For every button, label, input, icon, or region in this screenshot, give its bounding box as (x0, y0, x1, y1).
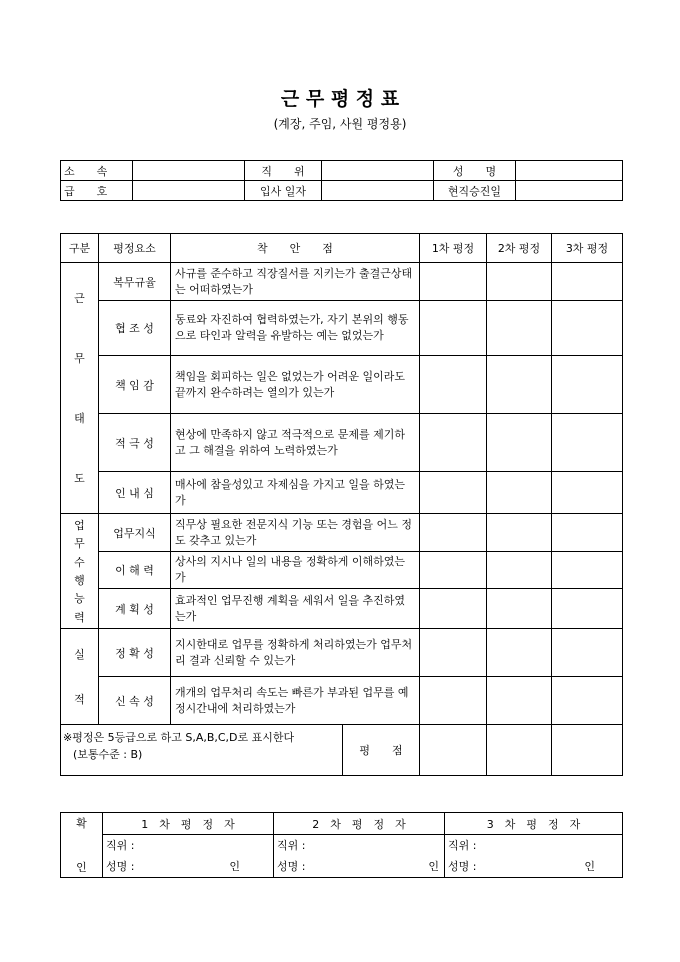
criteria-text: 사규를 준수하고 직장질서를 지키는가 출결근상태는 어떠하였는가 (171, 263, 420, 301)
rating-1-cell[interactable] (420, 263, 487, 301)
promo-date-value[interactable] (516, 181, 623, 201)
element-label: 업무지식 (99, 514, 171, 552)
name-value[interactable] (516, 161, 623, 181)
element-label: 정 확 성 (99, 629, 171, 677)
rating-3-cell[interactable] (552, 514, 623, 552)
criteria-text: 책임을 회피하는 일은 없었는가 어려운 일이라도 끝까지 완수하려는 열의가 있는가 (171, 356, 420, 414)
rating-1-cell[interactable] (420, 301, 487, 356)
rating-1-cell[interactable] (420, 589, 487, 629)
rating-3-cell[interactable] (552, 301, 623, 356)
position-value[interactable] (322, 161, 434, 181)
rating-3-cell[interactable] (552, 472, 623, 514)
grade-value[interactable] (133, 181, 245, 201)
rating-2-cell[interactable] (487, 356, 552, 414)
seal-mark: 인 (584, 860, 595, 874)
rater-2-name[interactable]: 성명 : 인 (274, 856, 445, 878)
rating-2-cell[interactable] (487, 589, 552, 629)
rating-1-cell[interactable] (420, 629, 487, 677)
info-table (60, 160, 623, 201)
element-label: 이 해 력 (99, 552, 171, 589)
header-rating-1: 1차 평정 (420, 234, 487, 263)
rater-3-title: 3 차 평 정 자 (445, 813, 623, 835)
element-label: 계 획 성 (99, 589, 171, 629)
form-subtitle: (계장, 주임, 사원 평정용) (273, 117, 407, 131)
rating-3-cell[interactable] (552, 589, 623, 629)
rating-1-cell[interactable] (420, 514, 487, 552)
rating-3-cell[interactable] (552, 414, 623, 472)
rater-2-title: 2 차 평 정 자 (274, 813, 445, 835)
note-line-2: (보통수준 : B) (73, 748, 143, 761)
rating-1-cell[interactable] (420, 356, 487, 414)
element-label: 협 조 성 (99, 301, 171, 356)
score-2-cell[interactable] (487, 725, 552, 776)
group-ability: 업 무 수 행 능 력 (61, 514, 99, 629)
rating-2-cell[interactable] (487, 552, 552, 589)
rating-1-cell[interactable] (420, 472, 487, 514)
group-performance: 실 적 (61, 629, 99, 725)
rating-3-cell[interactable] (552, 552, 623, 589)
criteria-text: 효과적인 업무진행 계획을 세워서 일을 추진하였는가 (171, 589, 420, 629)
header-criteria: 착 안 점 (171, 234, 420, 263)
header-rating-3: 3차 평정 (552, 234, 623, 263)
dept-value[interactable] (133, 161, 245, 181)
join-date-value[interactable] (322, 181, 434, 201)
rater-1-position[interactable]: 직위 : (103, 835, 274, 856)
rater-1-title: 1 차 평 정 자 (103, 813, 274, 835)
rating-note (61, 725, 420, 776)
rater-2-position[interactable]: 직위 : (274, 835, 445, 856)
grade-label: 급 호 (61, 181, 133, 201)
rating-3-cell[interactable] (552, 677, 623, 725)
seal-mark: 인 (428, 860, 439, 874)
element-label: 신 속 성 (99, 677, 171, 725)
header-category: 구분 (61, 234, 99, 263)
form-title: 근 무 평 정 표 (280, 88, 400, 110)
promo-date-label: 현직승진일 (434, 181, 516, 201)
approval-label: 확 인 (61, 813, 103, 878)
rating-3-cell[interactable] (552, 263, 623, 301)
rating-2-cell[interactable] (487, 629, 552, 677)
rater-3-name[interactable]: 성명 : 인 (445, 856, 623, 878)
rating-2-cell[interactable] (487, 301, 552, 356)
join-date-label: 입사 일자 (245, 181, 322, 201)
element-label: 책 임 감 (99, 356, 171, 414)
dept-label: 소 속 (61, 161, 133, 181)
note-line-1: ※평정은 5등급으로 하고 S,A,B,C,D로 표시한다 (63, 731, 295, 744)
header-element: 평정요소 (99, 234, 171, 263)
score-label: 평 점 (342, 725, 419, 775)
rating-2-cell[interactable] (487, 414, 552, 472)
element-label: 인 내 심 (99, 472, 171, 514)
rating-1-cell[interactable] (420, 552, 487, 589)
rating-1-cell[interactable] (420, 677, 487, 725)
rating-2-cell[interactable] (487, 514, 552, 552)
rating-1-cell[interactable] (420, 414, 487, 472)
rating-2-cell[interactable] (487, 472, 552, 514)
element-label: 복무규율 (99, 263, 171, 301)
name-label: 성 명 (434, 161, 516, 181)
criteria-text: 매사에 참을성있고 자제심을 가지고 일을 하였는가 (171, 472, 420, 514)
element-label: 적 극 성 (99, 414, 171, 472)
evaluation-table (60, 233, 623, 776)
rater-3-position[interactable]: 직위 : (445, 835, 623, 856)
position-label: 직 위 (245, 161, 322, 181)
criteria-text: 상사의 지시나 일의 내용을 정확하게 이해하였는가 (171, 552, 420, 589)
criteria-text: 동료와 자진하여 협력하였는가, 자기 본위의 행동으로 타인과 알력을 유발하는 예는 없었는가 (171, 301, 420, 356)
rater-1-name[interactable]: 성명 : 인 (103, 856, 274, 878)
rating-2-cell[interactable] (487, 263, 552, 301)
score-1-cell[interactable] (420, 725, 487, 776)
criteria-text: 지시한대로 업무를 정확하게 처리하였는가 업무처리 결과 신뢰할 수 있는가 (171, 629, 420, 677)
group-attitude: 근 무 태 도 (61, 263, 99, 514)
rating-2-cell[interactable] (487, 677, 552, 725)
criteria-text: 개개의 업무처리 속도는 빠른가 부과된 업무를 예정시간내에 처리하였는가 (171, 677, 420, 725)
approval-table (60, 812, 623, 878)
criteria-text: 직무상 필요한 전문지식 기능 또는 경험을 어느 정도 갖추고 있는가 (171, 514, 420, 552)
seal-mark: 인 (229, 860, 240, 874)
score-3-cell[interactable] (552, 725, 623, 776)
header-rating-2: 2차 평정 (487, 234, 552, 263)
criteria-text: 현상에 만족하지 않고 적극적으로 문제를 제기하고 그 해결을 위하여 노력하였는가 (171, 414, 420, 472)
rating-3-cell[interactable] (552, 629, 623, 677)
rating-3-cell[interactable] (552, 356, 623, 414)
